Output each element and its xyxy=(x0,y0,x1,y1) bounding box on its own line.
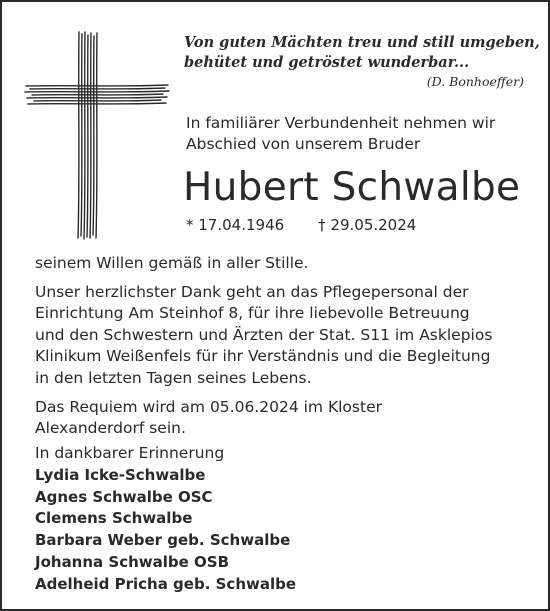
intro-text xyxy=(186,113,531,155)
quote-line-2: behütet und getröstet wunderbar... xyxy=(184,54,470,71)
cross-icon xyxy=(24,30,170,240)
quote-line-1: Von guten Mächten treu und still umgeben, xyxy=(184,34,540,51)
life-dates xyxy=(186,215,416,235)
signer-name: Johanna Schwalbe OSB xyxy=(35,552,230,571)
signer-name: Lydia Icke-Schwalbe xyxy=(35,466,206,484)
death-date: † 29.05.2024 xyxy=(318,216,417,234)
body-paragraph-3 xyxy=(35,397,535,440)
signer-name: Barbara Weber geb. Schwalbe xyxy=(35,531,291,550)
body-paragraph-2 xyxy=(35,282,535,390)
closing-phrase: In dankbarer Erinnerung xyxy=(35,444,225,462)
intro-line-2: Abschied von unserem Bruder xyxy=(186,135,421,153)
body-line: Einrichtung Am Steinhof 8, für ihre liebevolle Betreuung xyxy=(35,304,470,323)
body-line: Alexanderdorf sein. xyxy=(35,419,186,438)
quote-author: (D. Bonhoeffer) xyxy=(426,74,524,89)
body-line: Klinikum Weißenfels für ihr Verständnis und die Begleitung xyxy=(35,347,491,366)
body-line: seinem Willen gemäß in aller Stille. xyxy=(35,254,309,272)
body-line: Unser herzlichster Dank geht an das Pflegepersonal der xyxy=(35,282,469,301)
signer-name: Adelheid Pricha geb. Schwalbe xyxy=(35,574,297,593)
body-line: in den letzten Tagen seines Lebens. xyxy=(35,368,312,387)
bonhoeffer-quote xyxy=(184,33,540,91)
signer-name: Clemens Schwalbe xyxy=(35,509,193,528)
body-line: und den Schwestern und Ärzten der Stat. S11 im Asklepios xyxy=(35,325,493,344)
signers-list xyxy=(35,465,296,595)
deceased-name: Hubert Schwalbe xyxy=(183,165,521,210)
body-text xyxy=(35,253,535,447)
intro-line-1: In familiärer Verbundenheit nehmen wir xyxy=(186,114,496,132)
birth-date: * 17.04.1946 xyxy=(186,216,285,234)
body-paragraph-1 xyxy=(35,253,535,275)
signer-name: Agnes Schwalbe OSC xyxy=(35,487,213,506)
body-line: Das Requiem wird am 05.06.2024 im Kloster xyxy=(35,397,382,416)
